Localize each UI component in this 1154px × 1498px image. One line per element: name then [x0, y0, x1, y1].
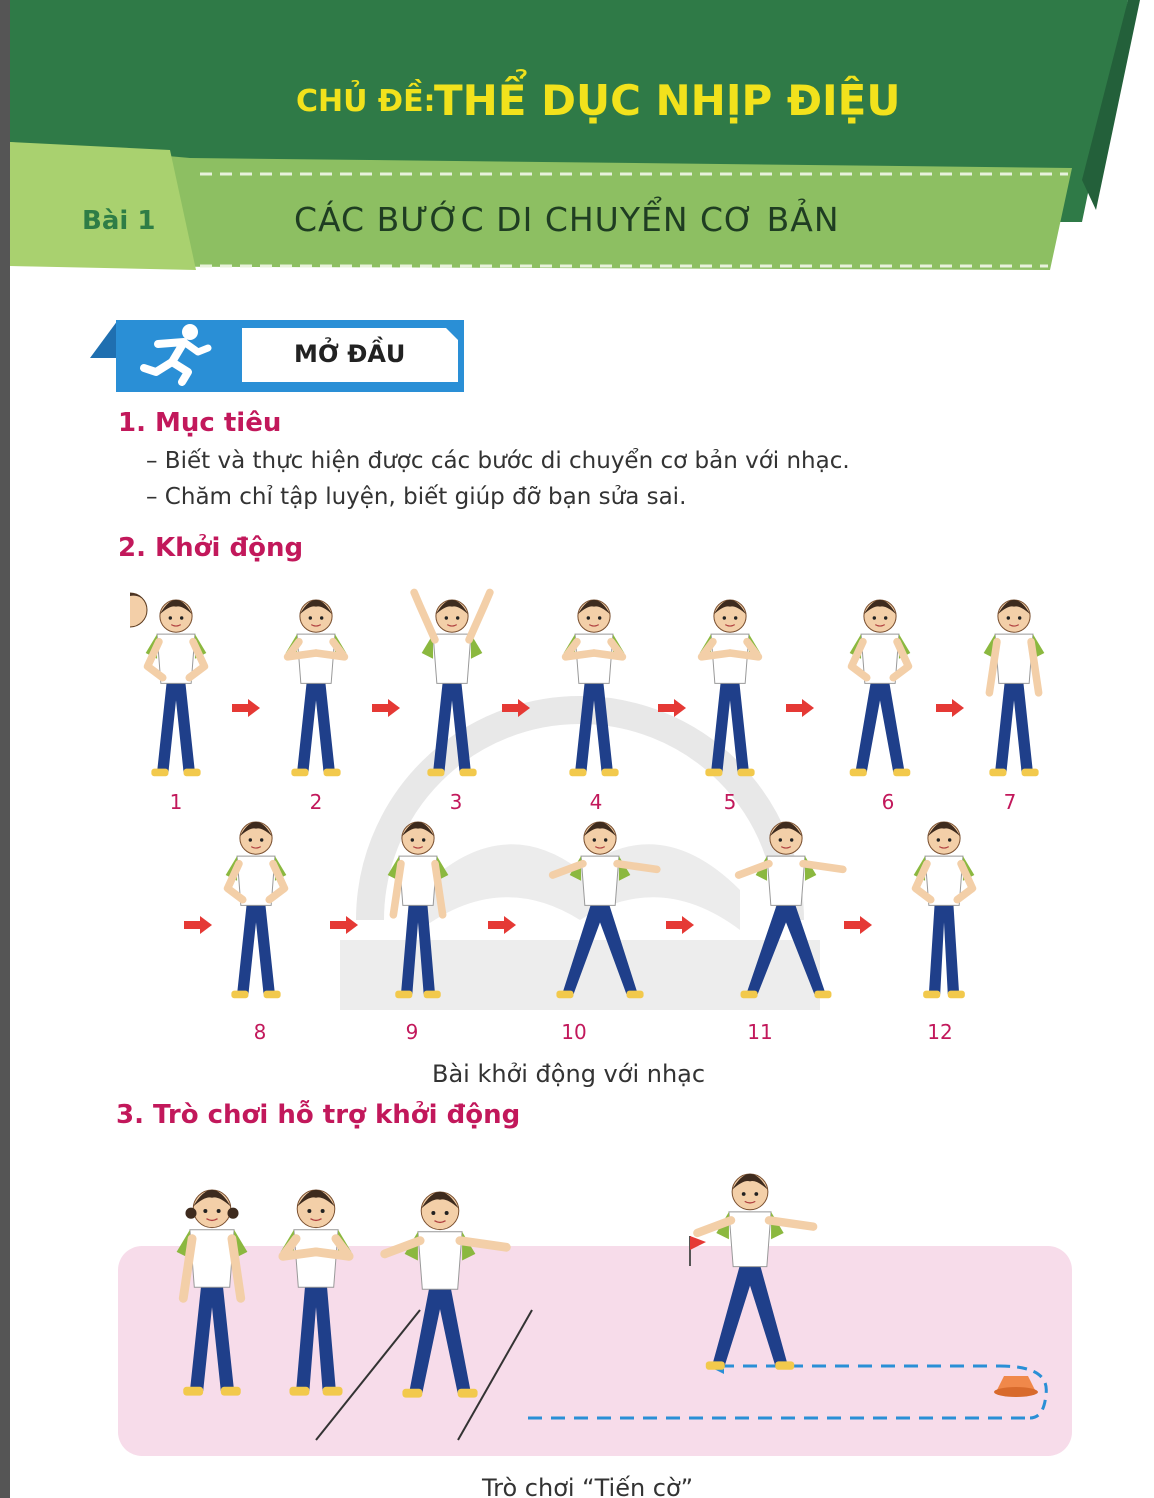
step-number: 6 — [881, 790, 895, 814]
page-left-edge — [0, 0, 12, 1498]
game-illustration — [0, 1150, 1154, 1470]
game-caption: Trò chơi “Tiến cờ” — [482, 1474, 694, 1498]
topic-prefix: CHỦ ĐỀ: — [296, 84, 436, 119]
warmup-figures-row-1 — [130, 580, 1080, 790]
objective-item: – Biết và thực hiện được các bước di chuyển cơ bản với nhạc. — [146, 448, 850, 474]
running-person-icon — [138, 322, 212, 386]
step-number: 4 — [589, 790, 603, 814]
sequence-arrow — [184, 916, 212, 934]
warmup-title: 2. Khởi động — [118, 533, 304, 563]
step-number: 11 — [747, 1020, 773, 1044]
lesson-label: Bài 1 — [82, 206, 156, 236]
step-number: 5 — [723, 790, 737, 814]
step-number: 9 — [405, 1020, 419, 1044]
step-number: 2 — [309, 790, 323, 814]
section-badge-label: MỞ ĐẦU — [294, 340, 406, 368]
game-title: 3. Trò chơi hỗ trợ khởi động — [116, 1100, 521, 1130]
objectives-title: 1. Mục tiêu — [118, 408, 282, 438]
step-number: 3 — [449, 790, 463, 814]
lesson-title: CÁC BƯỚC DI CHUYỂN CƠ BẢN — [294, 200, 840, 239]
child-figure — [226, 822, 287, 998]
warmup-caption: Bài khởi động với nhạc — [432, 1060, 706, 1088]
objective-item: – Chăm chỉ tập luyện, biết giúp đỡ bạn sửa sai. — [146, 484, 687, 510]
step-number: 1 — [169, 790, 183, 814]
step-number: 7 — [1003, 790, 1017, 814]
step-number: 8 — [253, 1020, 267, 1044]
child-figure — [914, 822, 975, 998]
step-number: 12 — [927, 1020, 953, 1044]
step-number: 10 — [561, 1020, 587, 1044]
topic-title: THỂ DỤC NHỊP ĐIỆU — [434, 76, 901, 125]
sequence-arrow — [844, 916, 872, 934]
